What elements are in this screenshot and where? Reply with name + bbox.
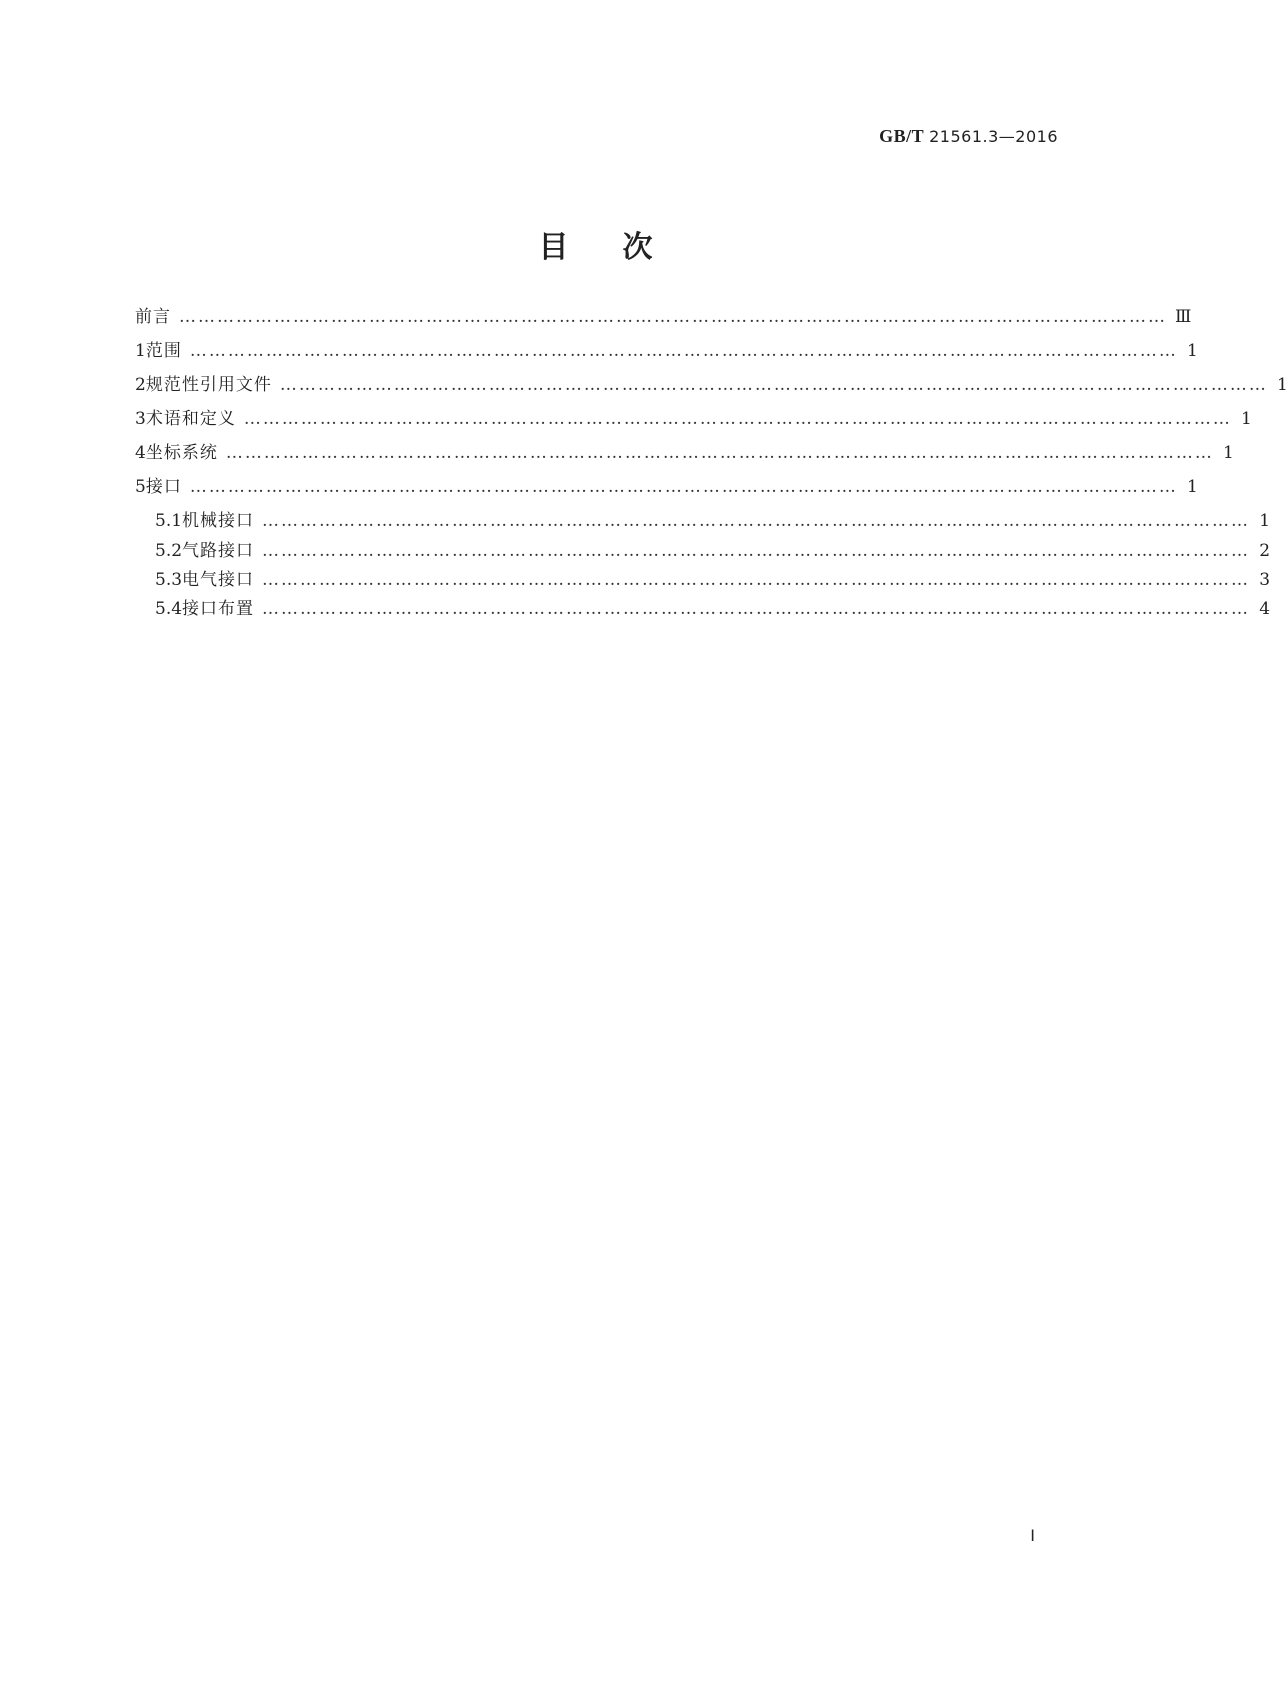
toc-entry-label: 电气接口 [182,570,255,590]
toc-entry-label: 规范性引用文件 [145,375,272,395]
toc-entry-foreword[interactable] [135,305,1192,329]
toc-entry-1[interactable] [135,339,1198,363]
toc-entry-page: Ⅲ [1175,307,1192,327]
toc-entry-5-3[interactable] [155,568,1271,592]
toc-entry-number: 3 [135,409,146,429]
toc-entry-number: 5.4 [155,599,183,619]
standard-number: 21561.3—2016 [929,127,1058,146]
toc-leader: ………………………………………………………………………………………………………………………………………… [189,477,1178,497]
toc-entry-3[interactable] [135,407,1252,431]
toc-entry-4[interactable] [135,441,1234,465]
toc-entry-5-1[interactable] [155,509,1271,533]
toc-leader: ………………………………………………………………………………………………………………………………………… [179,307,1167,327]
toc-entry-number: 5 [135,477,146,497]
toc-entry-number: 4 [135,443,146,463]
toc-entry-number: 5.1 [155,511,183,531]
toc-entry-label: 气路接口 [182,541,255,561]
toc-entry-label: 坐标系统 [145,443,218,463]
page-number: Ⅰ [1030,1528,1035,1545]
toc-entry-5[interactable] [135,475,1198,499]
toc-leader: ………………………………………………………………………………………………………………………………………… [262,599,1251,619]
toc-entry-label: 前言 [135,307,171,327]
toc-leader: ………………………………………………………………………………………………………………………………………… [262,541,1251,561]
toc-entry-label: 术语和定义 [145,409,236,429]
toc-entry-page: 4 [1259,599,1271,619]
toc-entry-page: 2 [1259,541,1271,561]
toc-entry-page: 1 [1259,511,1271,531]
toc-entry-number: 5.2 [155,541,183,561]
toc-entry-page: 1 [1187,477,1198,497]
toc-entry-page: 1 [1223,443,1234,463]
toc-entry-5-4[interactable] [155,597,1271,621]
toc-entry-page: 3 [1259,570,1271,590]
toc-leader: ………………………………………………………………………………………………………………………………………… [262,511,1251,531]
toc-entry-label: 范围 [145,341,182,361]
toc-entry-label: 接口布置 [182,599,255,619]
toc-entry-page: 1 [1187,341,1198,361]
standard-prefix: GB/T [879,126,925,146]
toc-leader: ………………………………………………………………………………………………………………………………………… [225,443,1214,463]
toc-leader: ………………………………………………………………………………………………………………………………………… [262,570,1251,590]
toc-entry-page: 1 [1241,409,1252,429]
toc-entry-page: 1 [1277,375,1288,395]
toc-entry-5-2[interactable] [155,539,1271,563]
toc-leader: ………………………………………………………………………………………………………………………………………… [243,409,1232,429]
standard-code [879,126,1058,147]
toc-entry-label: 接口 [145,477,182,497]
toc-entry-2[interactable] [135,373,1288,397]
toc-leader: ………………………………………………………………………………………………………………………………………… [189,341,1178,361]
toc-entry-label: 机械接口 [182,511,255,531]
toc-entry-number: 1 [135,341,146,361]
toc-entry-number: 2 [135,375,146,395]
toc-title: 目次 [538,230,707,265]
toc-leader: ………………………………………………………………………………………………………………………………………… [279,375,1268,395]
toc-entry-number: 5.3 [155,570,183,590]
